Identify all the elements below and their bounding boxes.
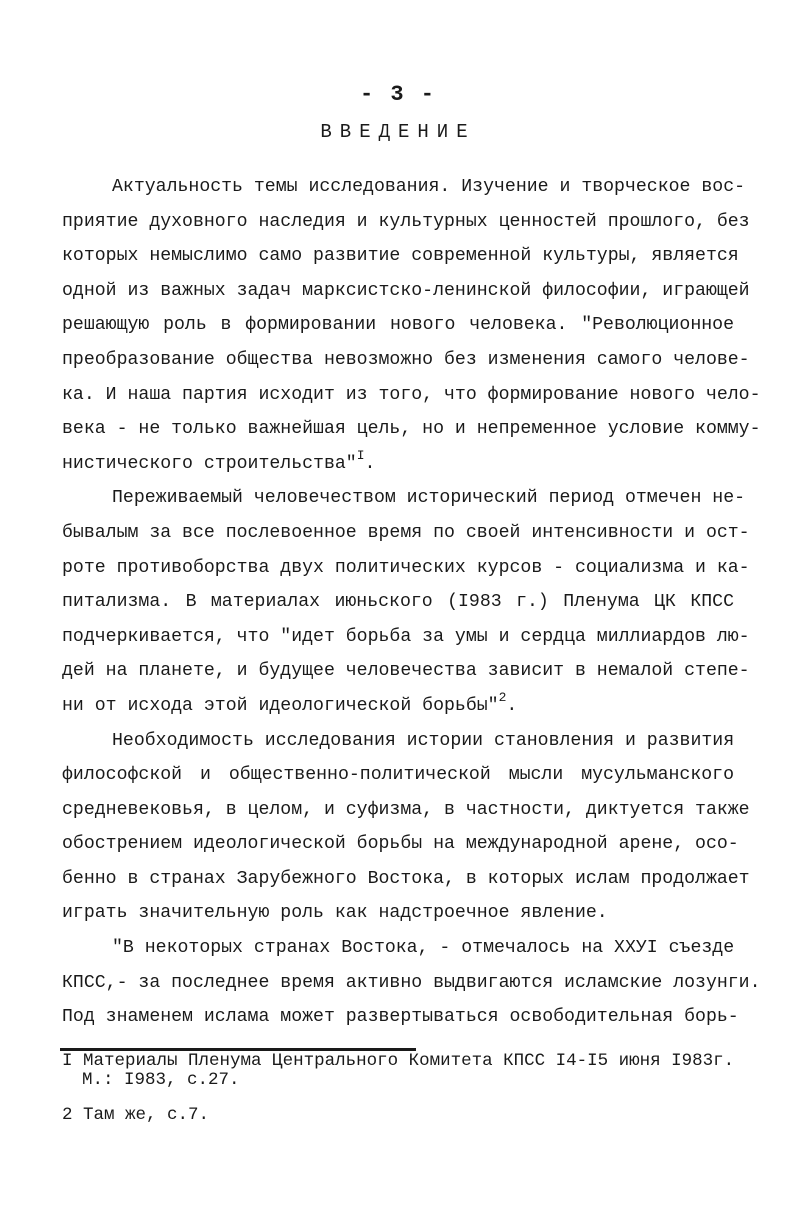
text-line-content: ни от исхода этой идеологической борьбы" bbox=[62, 695, 499, 716]
page-number: - 3 - bbox=[359, 82, 436, 107]
footnote-1 bbox=[62, 1052, 752, 1071]
text-line: бывалым за все послевоенное время по своей интенсивности и ост- bbox=[62, 522, 750, 543]
text-line: "В некоторых странах Востока, - отмечалось на ХХУI съезде bbox=[112, 938, 735, 959]
text-line: обострением идеологической борьбы на международной арене, осо- bbox=[62, 834, 739, 855]
text-line: которых немыслимо само развитие современной культуры, является bbox=[62, 246, 739, 267]
text-line: приятие духовного наследия и культурных ценностей прошлого, без bbox=[62, 211, 750, 232]
text-line: бенно в странах Зарубежного Востока, в которых ислам продолжает bbox=[62, 868, 750, 889]
text-line: Актуальность темы исследования. Изучение и творческое вос- bbox=[112, 177, 746, 197]
text-line: играть значительную роль как надстроечное явление. bbox=[62, 903, 608, 924]
text-line: решающую роль в формировании нового человека. "Революционное bbox=[62, 315, 734, 336]
body-text bbox=[62, 170, 761, 1035]
text-line bbox=[62, 689, 734, 724]
footnote-mark: I bbox=[62, 1051, 73, 1071]
footnote-mark: 2 bbox=[62, 1105, 73, 1125]
footnote-1-continuation: М.: I983, с.27. bbox=[82, 1070, 240, 1090]
text-line: века - не только важнейшая цель, но и непременное условие комму- bbox=[62, 419, 761, 440]
text-line: средневековья, в целом, и суфизма, в частности, диктуется также bbox=[62, 799, 750, 820]
sentence-end: . bbox=[364, 453, 376, 474]
footnote-text: Там же, с.7. bbox=[83, 1105, 210, 1125]
text-line: роте противоборства двух политических курсов - социализма и ка- bbox=[62, 557, 750, 578]
text-line: преобразование общества невозможно без изменения самого челове- bbox=[62, 349, 750, 370]
text-line: питализма. В материалах июньского (I983 г.) Пленума ЦК КПСС bbox=[62, 592, 734, 613]
text-line: ка. И наша партия исходит из того, что формирование нового чело- bbox=[62, 384, 761, 405]
section-heading: ВВЕДЕНИЕ bbox=[320, 121, 476, 143]
text-line: Под знаменем ислама может развертываться освободительная борь- bbox=[62, 1007, 739, 1028]
footnote-ref-1: I bbox=[356, 447, 365, 463]
text-line: философской и общественно-политической мысли мусульманского bbox=[62, 765, 734, 786]
text-line: Необходимость исследования истории становления и развития bbox=[112, 730, 735, 751]
text-line: Переживаемый человечеством исторический период отмечен не- bbox=[112, 488, 746, 509]
footnote-text: Материалы Пленума Центрального Комитета КПСС I4-I5 июня I983г. bbox=[83, 1051, 735, 1071]
footnotes bbox=[62, 1052, 752, 1125]
text-line: КПСС,- за последнее время активно выдвигаются исламские лозунги. bbox=[62, 972, 761, 993]
text-line: дей на планете, и будущее человечества зависит в немалой степе- bbox=[62, 661, 750, 682]
text-line-content: нистического строительства" bbox=[62, 453, 357, 474]
text-line bbox=[62, 447, 734, 482]
text-line: подчеркивается, что "идет борьба за умы и сердца миллиардов лю- bbox=[62, 626, 750, 647]
text-line: одной из важных задач марксистско-ленинской философии, играющей bbox=[62, 280, 750, 301]
footnote-ref-2: 2 bbox=[498, 689, 507, 705]
footnote-2 bbox=[62, 1106, 752, 1125]
sentence-end: . bbox=[506, 695, 518, 716]
